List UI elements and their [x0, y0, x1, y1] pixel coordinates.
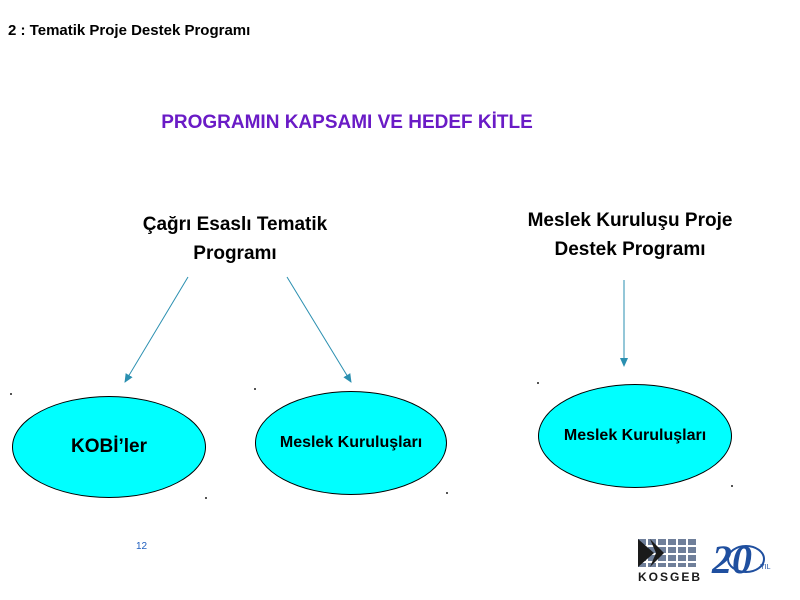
left-program-heading: [100, 210, 370, 268]
slide-header: 2 : Tematik Proje Destek Programı: [8, 22, 251, 39]
handle-dot: [446, 492, 448, 494]
left-program-line1: Çağrı Esaslı Tematik: [142, 214, 328, 235]
meslek-kuruluslari-label-1: Meslek Kuruluşları: [279, 434, 423, 451]
meslek-kuruluslari-ellipse-1: [255, 391, 447, 495]
logo-anniversary-caption: YIL: [760, 564, 771, 571]
logo-wordmark: KOSGEB: [638, 570, 703, 584]
right-program-line2: Destek Programı: [554, 239, 706, 260]
right-program-line1: Meslek Kuruluşu Proje: [527, 210, 733, 231]
left-program-line2: Programı: [193, 243, 277, 264]
slide-title: PROGRAMIN KAPSAMI VE HEDEF KİTLE: [161, 112, 533, 133]
kobiler-label: KOBİ’ler: [70, 436, 148, 457]
right-program-heading: [485, 206, 775, 264]
handle-dot: [731, 485, 733, 487]
kobiler-ellipse: [12, 396, 206, 498]
meslek-kuruluslari-label-2: Meslek Kuruluşları: [563, 427, 707, 444]
kosgeb-logo-icon: [636, 535, 788, 585]
handle-dot: [10, 393, 12, 395]
arrow-to-meslek-kuruluslari-1: [287, 277, 351, 382]
handle-dot: [205, 497, 207, 499]
meslek-kuruluslari-ellipse-2: [538, 384, 732, 488]
handle-dot: [254, 388, 256, 390]
kosgeb-logo: [636, 535, 788, 585]
arrow-to-kobiler: [125, 277, 188, 382]
page-number: 12: [136, 541, 148, 552]
handle-dot: [537, 382, 539, 384]
logo-anniversary: 20: [712, 537, 752, 582]
